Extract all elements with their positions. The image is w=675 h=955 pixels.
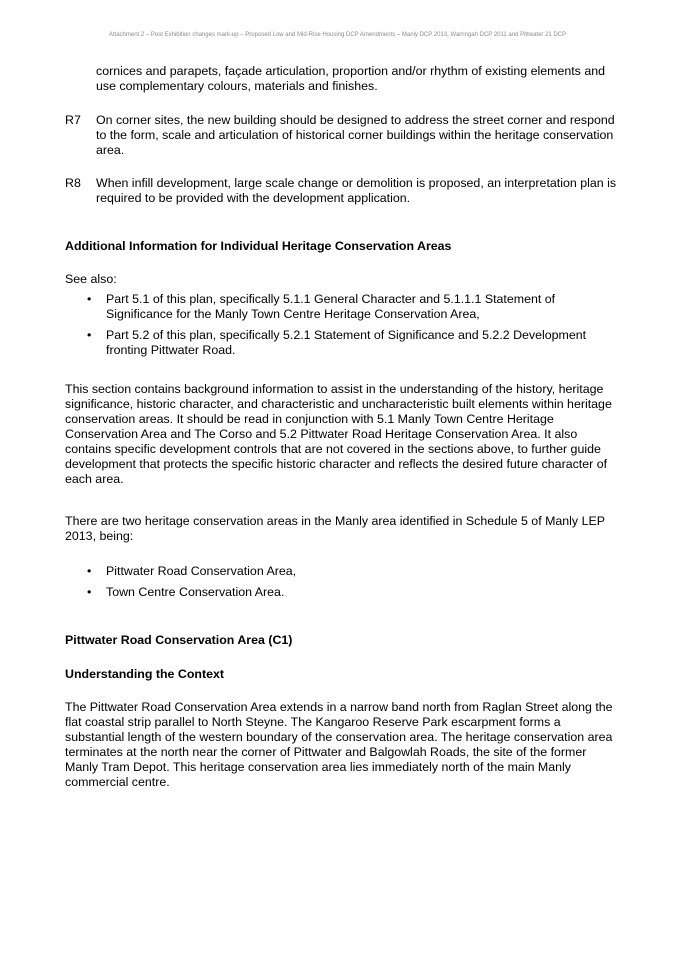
requirement-text-r8: When infill development, large scale change or demolition is proposed, an interpretation plan is required to be provided with the development application. <box>96 176 617 205</box>
see-also-item: Part 5.2 of this plan, specifically 5.2.1 Statement of Significance and 5.2.2 Development fronting Pittwater Road. <box>106 328 587 357</box>
additional-info-heading: Additional Information for Individual Heritage Conservation Areas <box>65 239 452 253</box>
requirement-label-r7: R7 <box>65 113 81 127</box>
bullet-marker: • <box>87 564 92 578</box>
requirement-text-r7: On corner sites, the new building should be designed to address the street corner and respond to the form, scale and articulation of historical corner buildings within the heritage conservation area. <box>96 113 615 157</box>
bullet-marker: • <box>87 292 92 306</box>
see-also-item: Part 5.1 of this plan, specifically 5.1.1 General Character and 5.1.1.1 Statement of Significance for the Manly Town Centre Heritage Conservation Area, <box>106 292 556 321</box>
background-paragraph: This section contains background information to assist in the understanding of the history, heritage significance, historic character, and characteristic and uncharacteristic built elements within heritage conservation areas. It should be read in conjunction with 5.1 Manly Town Centre Heritage Conservation Area and The Corso and 5.2 Pittwater Road Heritage Conservation Area. It also contains specific development controls that are not covered in the sections above, to further guide development that protects the specific historic character and reflects the desired future character of each area. <box>65 382 612 486</box>
pittwater-heading: Pittwater Road Conservation Area (C1) <box>65 633 293 647</box>
page-header: Attachment 2 – Post Exhibition changes mark-up – Proposed Low and Mid-Rise Housing DCP Amendments – Manly DCP 2013, Warringah DCP 2011 and Pittwater 21 DCP <box>108 32 567 38</box>
requirement-label-r8: R8 <box>65 176 81 190</box>
see-also-label: See also: <box>65 272 117 286</box>
context-paragraph: The Pittwater Road Conservation Area extends in a narrow band north from Raglan Street along the flat coastal strip parallel to North Steyne. The Kangaroo Reserve Park escarpment forms a substantial length of the western boundary of the conservation area. The heritage conservation area terminates at the north near the corner of Pittwater and Balgowlah Roads, the site of the former Manly Tram Depot. This heritage conservation area lies immediately north of the main Manly commercial centre. <box>65 700 613 789</box>
area-list-item: Pittwater Road Conservation Area, <box>106 564 297 578</box>
bullet-marker: • <box>87 585 92 599</box>
context-subheading: Understanding the Context <box>65 667 225 681</box>
area-list-item: Town Centre Conservation Area. <box>106 585 285 599</box>
bullet-marker: • <box>87 328 92 342</box>
continuation-text: cornices and parapets, façade articulation, proportion and/or rhythm of existing elements and use complementary colours, materials and finishes. <box>96 64 605 93</box>
areas-intro-paragraph: There are two heritage conservation areas in the Manly area identified in Schedule 5 of Manly LEP 2013, being: <box>65 514 605 543</box>
